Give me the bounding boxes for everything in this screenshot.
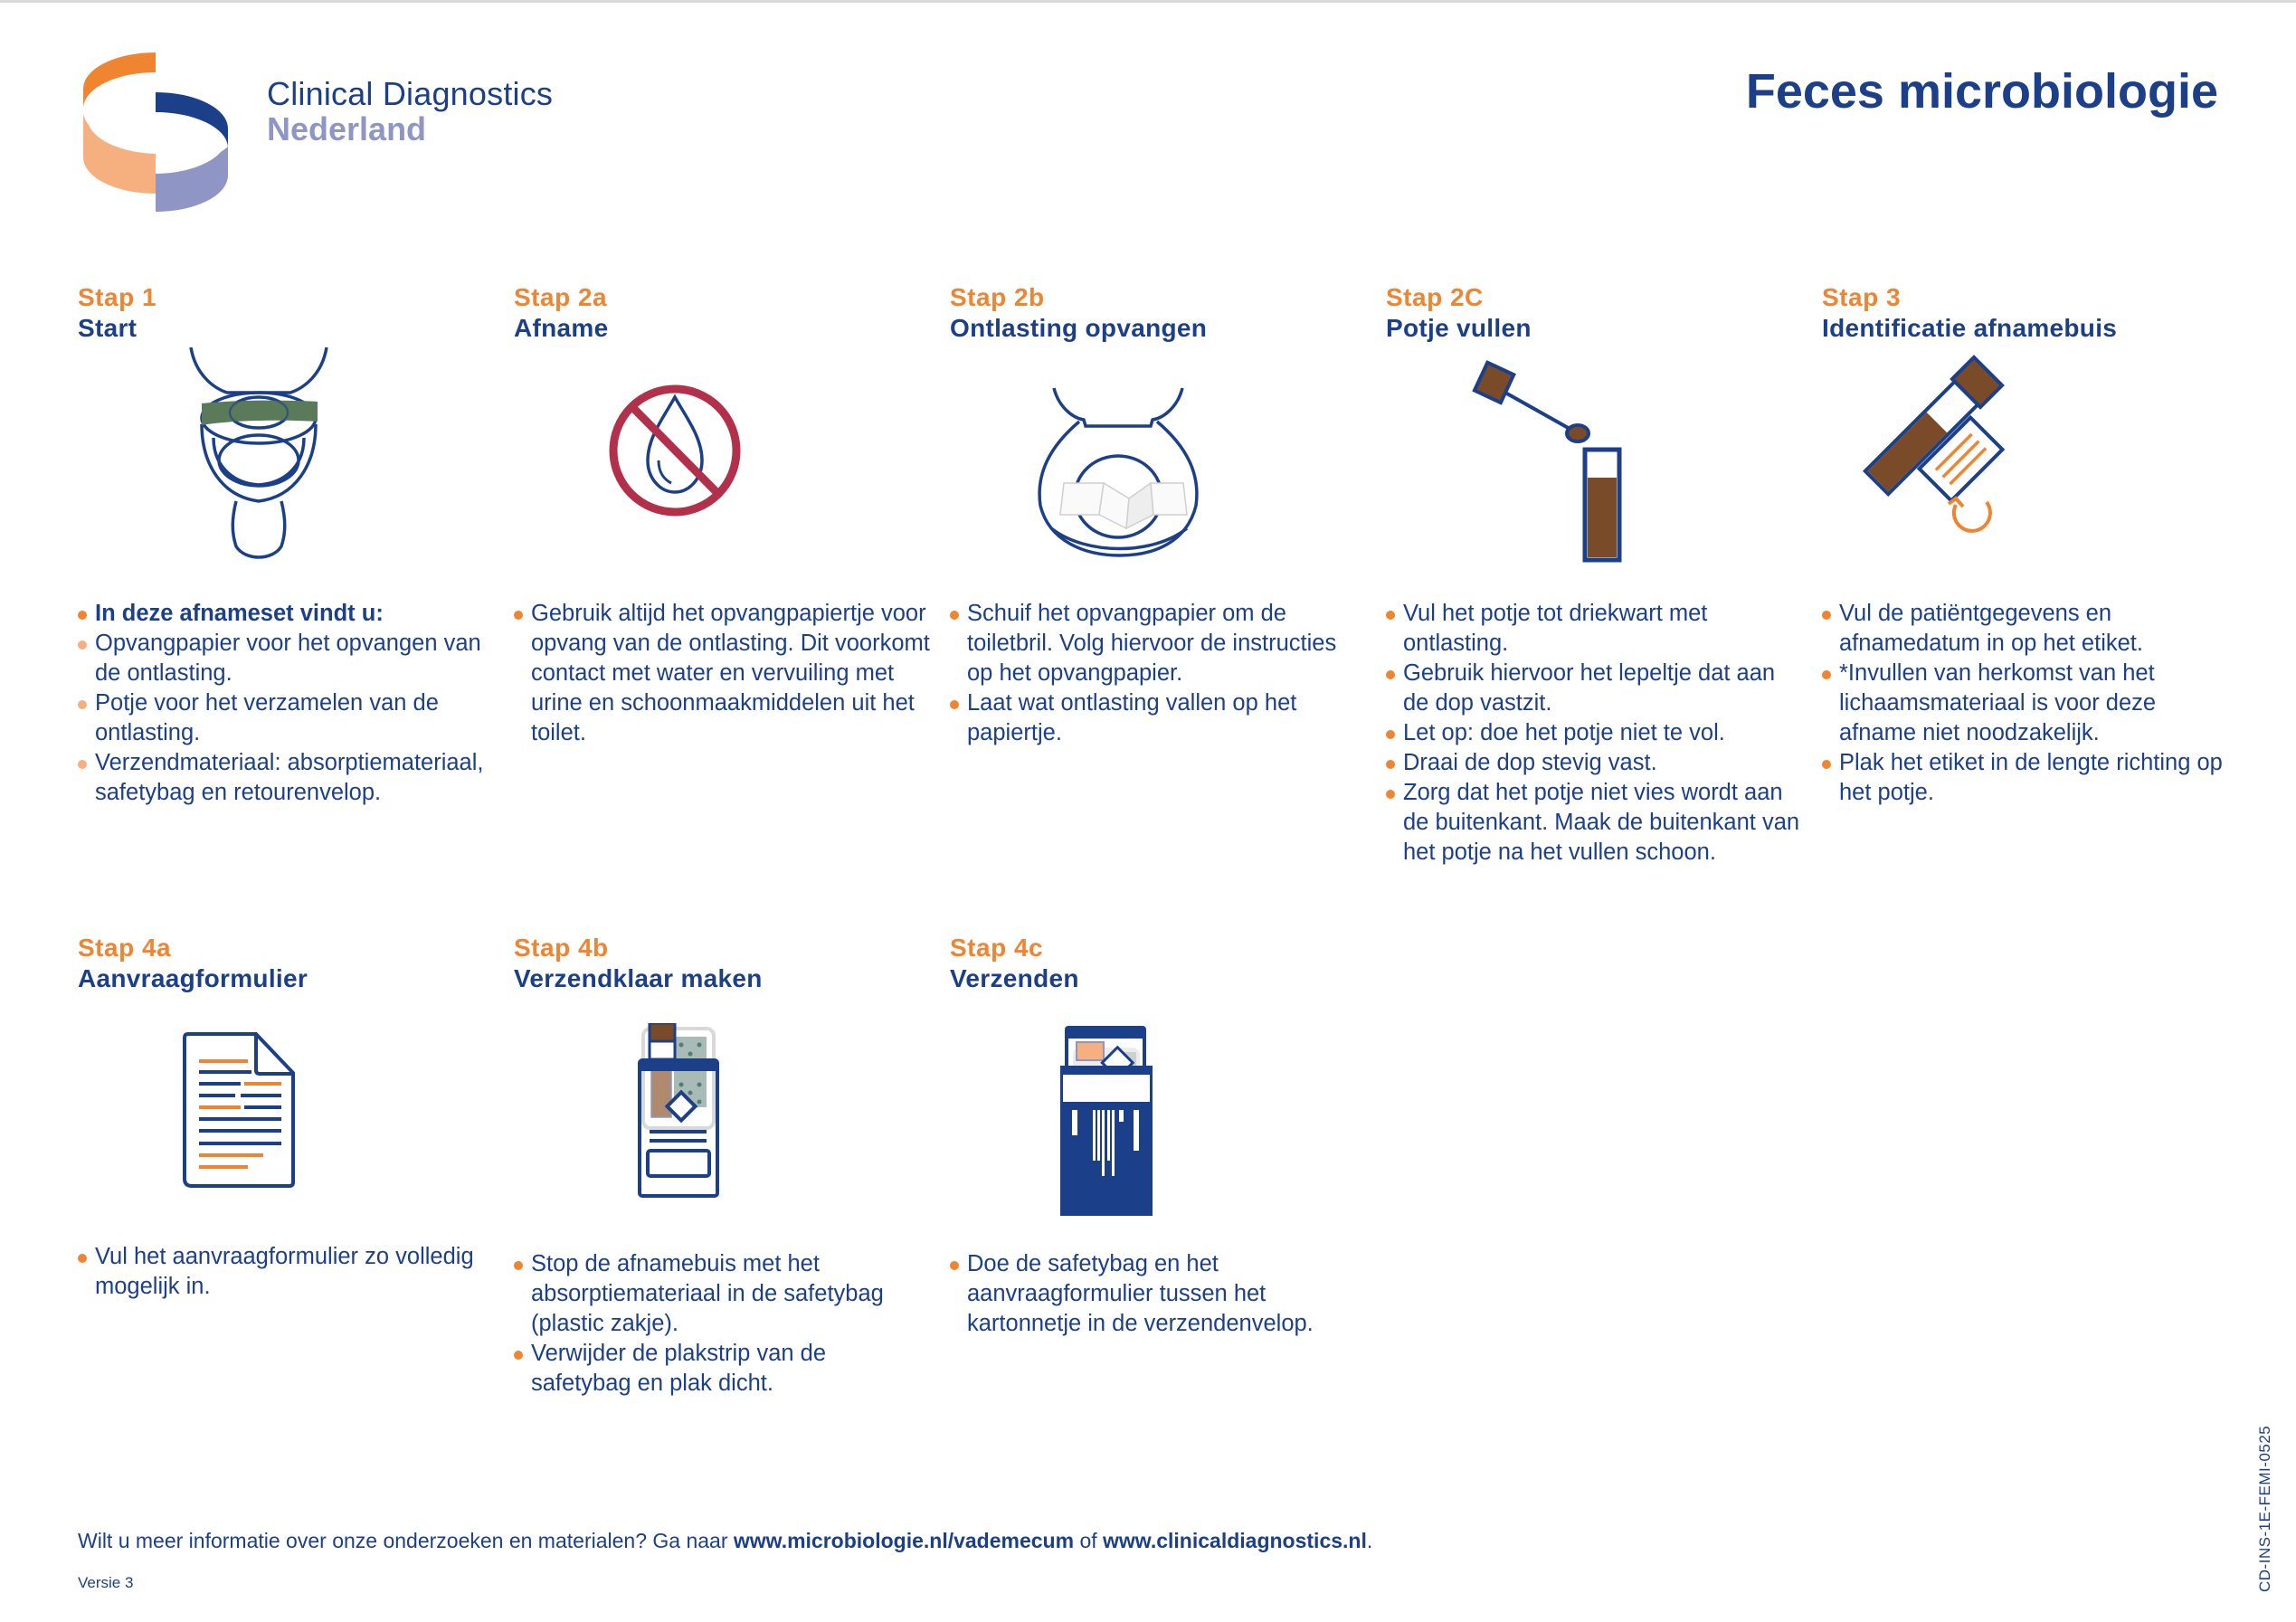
bullet-icon [514,611,523,620]
fill-container-icon [1386,347,1748,564]
instruction-item: Verwijder de plakstrip van de safetybag en plak dicht. [514,1339,930,1399]
step-number: Stap 4b [514,934,609,962]
step-instructions [78,599,494,808]
step-title: Ontlasting opvangen [950,314,1208,342]
safetybag-icon [514,1023,876,1204]
toilet-with-paper-icon [78,347,440,564]
instruction-item: Potje voor het verzamelen van de ontlasting. [78,688,494,748]
document-code: CD-INS-1E-FEMI-0525 [2256,1425,2273,1592]
step-instructions [514,1249,930,1399]
brand-line-1: Clinical Diagnostics [267,75,554,112]
instruction-item: In deze afnameset vindt u: [78,599,494,629]
instruction-item: Zorg dat het potje niet vies wordt aan de buitenkant. Maak de buitenkant van het potje na het vullen schoon. [1386,778,1802,868]
step-2b [950,282,1366,745]
clinicaldiagnostics-link[interactable]: www.clinicaldiagnostics.nl [1103,1529,1367,1552]
step-number: Stap 2a [514,283,608,311]
step-title: Potje vullen [1386,314,1532,342]
bullet-icon [950,611,959,620]
step-instructions [1822,599,2238,808]
bullet-icon [950,700,959,709]
step-4a [78,933,494,1299]
footer-text: Wilt u meer informatie over onze onderzoeken en materialen? Ga naar [78,1529,734,1552]
instruction-item: Opvangpapier voor het opvangen van de ontlasting. [78,629,494,688]
envelope-send-icon [950,1023,1312,1222]
step-instructions [1386,599,1802,868]
step-number: Stap 2b [950,283,1045,311]
instruction-item: Vul de patiëntgegevens en afnamedatum in op het etiket. [1822,599,2238,659]
bullet-icon [78,611,87,620]
page-title: Feces microbiologie [1745,64,2218,119]
bullet-icon [950,1261,959,1270]
bullet-icon [1386,760,1395,769]
top-border [0,0,2296,3]
clinical-diagnostics-logo-icon [76,52,235,212]
step-title: Afname [514,314,609,342]
instruction-item: Doe de safetybag en het aanvraagformulier tussen het kartonnetje in de verzendenvelop. [950,1249,1366,1339]
step-title: Aanvraagformulier [78,964,308,992]
step-number: Stap 4a [78,934,172,962]
step-number: Stap 3 [1822,283,1902,311]
bullet-icon [1386,670,1395,679]
brand-line-2: Nederland [267,110,427,147]
bullet-icon [78,760,87,769]
instruction-item: Gebruik hiervoor het lepeltje dat aan de dop vastzit. [1386,659,1802,718]
step-title: Identificatie afnamebuis [1822,314,2118,342]
step-1 [78,282,494,805]
bullet-icon [1822,670,1831,679]
instruction-item: Schuif het opvangpapier om de toiletbril. Volg hiervoor de instructies op het opvangpapier. [950,599,1366,688]
footer-text-end: . [1366,1529,1373,1552]
step-instructions [950,1249,1366,1339]
step-instructions [514,599,930,748]
step-number: Stap 4c [950,934,1044,962]
instruction-item: Stop de afnamebuis met het absorptiemateriaal in de safetybag (plastic zakje). [514,1249,930,1339]
instruction-item: Plak het etiket in de lengte richting op het potje. [1822,748,2238,808]
step-number: Stap 1 [78,283,157,311]
step-2c [1386,282,1802,865]
vademecum-link[interactable]: www.microbiologie.nl/vademecum [733,1529,1075,1552]
instruction-item: Vul het aanvraagformulier zo volledig mogelijk in. [78,1242,494,1302]
footer-text-mid: of [1074,1529,1104,1552]
version-label: Versie 3 [78,1574,134,1591]
bullet-icon [514,1261,523,1270]
request-form-icon [78,1023,440,1195]
step-instructions [78,1242,494,1302]
instruction-item: Verzendmateriaal: absorptiemateriaal, safetybag en retourenvelop. [78,748,494,808]
step-title: Start [78,314,138,342]
toilet-paper-catch-icon [950,347,1312,564]
step-title: Verzendklaar maken [514,964,763,992]
instruction-item: Laat wat ontlasting vallen op het papiertje. [950,688,1366,748]
brand-name [267,76,553,147]
instruction-item: Gebruik altijd het opvangpapiertje voor opvang van de ontlasting. Dit voorkomt contact met water en vervuiling met urine en schoonmaakmiddelen uit het toilet. [514,599,930,748]
bullet-icon [1822,760,1831,769]
instruction-item: Draai de dop stevig vast. [1386,748,1802,778]
step-3 [1822,282,2238,805]
bullet-icon [78,1254,87,1263]
bullet-icon [1386,611,1395,620]
step-4b [514,933,930,1396]
bullet-icon [1386,790,1395,799]
no-water-icon [514,347,876,564]
bullet-icon [514,1351,523,1360]
footer-info [78,1529,1372,1553]
step-number: Stap 2C [1386,283,1484,311]
bullet-icon [78,700,87,709]
bullet-icon [78,640,87,650]
step-instructions [950,599,1366,748]
instruction-item: Let op: doe het potje niet te vol. [1386,718,1802,748]
step-2a [514,282,930,745]
instruction-item: *Invullen van herkomst van het lichaamsmateriaal is voor deze afname niet noodzakelijk. [1822,659,2238,748]
bullet-icon [1822,611,1831,620]
instruction-item: Vul het potje tot driekwart met ontlasting. [1386,599,1802,659]
step-title: Verzenden [950,964,1079,992]
bullet-icon [1386,730,1395,739]
step-4c [950,933,1366,1336]
label-tube-icon [1822,347,2184,564]
